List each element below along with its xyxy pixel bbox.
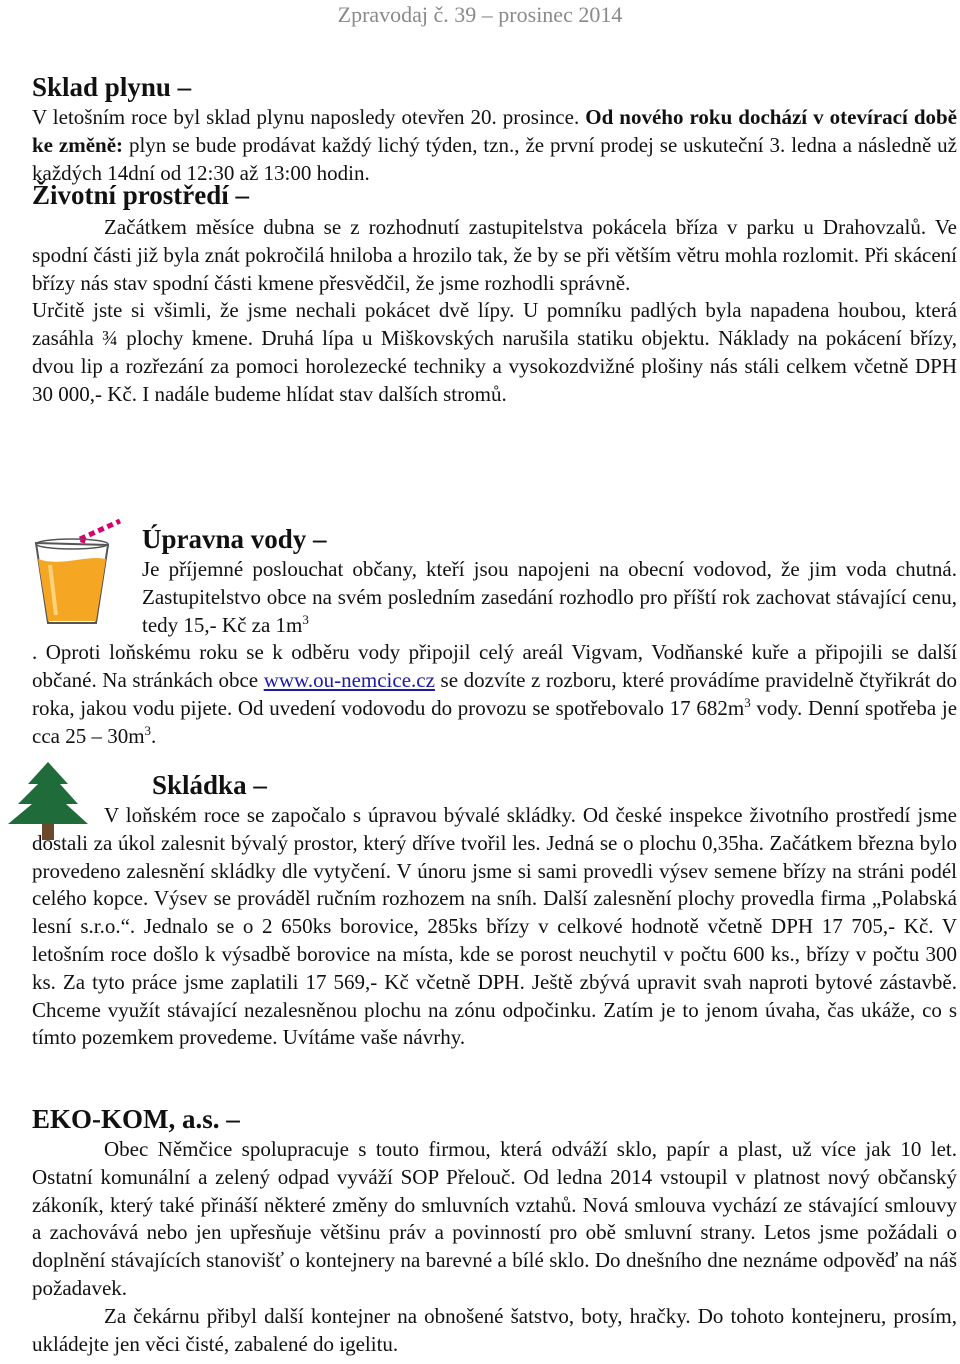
section-zivotni-prostredi	[32, 178, 957, 409]
paragraph-ekokom-2: Za čekárnu přibyl další kontejner na obnošené šatstvo, boty, hračky. Do tohoto kontejneru, prosím, ukládejte jen věci čisté, zabalené do igelitu.	[32, 1303, 957, 1356]
paragraph-upravna-vody	[32, 556, 957, 639]
link-ou-nemcice[interactable]: www.ou-nemcice.cz	[263, 667, 435, 692]
paragraph-ekokom-1: Obec Němčice spolupracuje s touto firmou, která odváží sklo, papír a plast, už více jak 10 let. Ostatní komunální a zelený odpad vyváží SOP Přelouč. Od ledna 2014 vstoupil v platnost nový občanský zákoník, který také přináší některé změny do smluvních vztahů. Nová smlouva vychází ze stávající smlouvy a zachovává nebo jen upřesňuje většinu práv a povinností pro obě smluvní strany. Letos jsme požádali o doplnění stávajících stanovišť o kontejnery na barevné a bílé sklo. Do dnešního dne neznáme odpověď na náš požadavek.	[32, 1137, 957, 1300]
paragraph-skladka: V loňském roce se započalo s úpravou bývalé skládky. Od české inspekce životního prostředí jsme dostali za úkol zalesnit bývalý prostor, který dříve tvořil les. Jedná se o plochu 0,35ha. Začátkem března bylo provedeno zalesnění skládky dle vytyčení. V únoru jsme si sami provedli výsev semene břízy na stráni podél celého kopce. Výsev se prováděl ručním rozhozem na sníh. Další zalesnění plochy provedla firma „Polabská lesní s.r.o.“. Jednalo se o 2 650ks borovice, 285ks břízy v celkové hodnotě včetně DPH 17 705,- Kč. V letošním roce došlo k výsadbě borovice na místa, kde se porost neuchytil v počtu 600 ks., břízy v počtu 300 ks. Za tyto práce jsme zaplatili 17 569,- Kč včetně DPH. Ještě zbývá upravit svah naproti bytové zástavbě. Chceme využít stávající nezalesněnou plochu na zónu odpočinku. Zatím je to jenom úvaha, čas ukáže, co s tímto pozemkem provedeme. Uvítáme vaše návrhy.	[32, 803, 957, 1050]
upravna-text-a: Je příjemné poslouchat občany, kteří jsou napojeni na obecní vodovod, že jim voda chutná. Zastupitelstvo obce na svém posledním zasedání rozhodlo pro příští rok zachovat stávající cenu, tedy 15,- Kč za 1m	[142, 557, 957, 637]
upravna-text-e: .	[151, 723, 157, 748]
section-sklad-plynu	[32, 70, 957, 187]
paragraph-sklad-plynu	[32, 104, 957, 187]
upravna-sup-1: 3	[302, 611, 309, 627]
section-ekokom	[32, 1102, 957, 1358]
heading-sklad-plynu: Sklad plynu –	[32, 72, 192, 102]
paragraph-zivotni-1: Začátkem měsíce dubna se z rozhodnutí zastupitelstva pokácela bříza v parku u Drahovzalů. Ve spodní části již byla znát pokročilá hniloba a hrozilo tak, že by se při větším větru mohla rozlomit. Při skácení břízy nás stav spodní části kmene přesvědčil, že jsme rozhodli správně.	[32, 215, 957, 295]
upravna-text-d: vody. Denní spotřeba je cca 25 – 30m	[32, 695, 958, 748]
upravna-text-c: se dozvíte z rozboru, které provádíme pravidelně čtyřikrát do roka, jakou vodu pijete. Od uvedení vodovodu do provozu se spotřebovalo 17 682m	[32, 667, 958, 720]
upravna-sup-3: 3	[144, 722, 152, 738]
sklad-plynu-start: V letošním roce byl sklad plynu naposledy otevřen 20. prosince.	[32, 105, 580, 129]
upravna-sup-2: 3	[744, 694, 751, 710]
paragraph-upravna-continued	[32, 639, 957, 750]
section-upravna-vody	[32, 520, 957, 750]
page-header: Zpravodaj č. 39 – prosinec 2014	[337, 2, 623, 27]
paragraph-zivotni-2: Určitě jste si všimli, že jsme nechali pokácet dvě lípy. U pomníku padlých byla napadena houbou, která zasáhla ¾ plochy kmene. Druhá lípa u Miškovských narušila statiku objektu. Náklady na pokácení břízy, dvou lip a rozřezání za pomoci horolezecké techniky a vysokozdvižné plošiny nás stáli celkem včetně DPH 30 000,- Kč. I nadále budeme hlídat stav dalších stromů.	[32, 298, 957, 406]
heading-ekokom: EKO-KOM, a.s. –	[32, 1104, 240, 1134]
sklad-plynu-text-1	[32, 105, 585, 129]
sklad-plynu-bold: Od nového roku dochází v otevírací době ke změně:	[32, 105, 957, 157]
sklad-plynu-end: plyn se bude prodávat každý lichý týden, tzn., že první prodej se uskuteční 3. ledna a následně už každých 14dní od 12:30 až 13:00 hodin.	[32, 132, 957, 185]
upravna-text-b: . Oproti loňskému roku se k odběru vody připojil celý areál Vigvam, Vodňanské kuře a připojili se další občané. Na stránkách obce	[32, 640, 957, 692]
heading-upravna-vody: Úpravna vody –	[142, 524, 327, 554]
heading-zivotni-prostredi: Životní prostředí –	[32, 180, 250, 210]
section-skladka	[32, 768, 957, 1052]
heading-skladka: Skládka –	[152, 770, 267, 800]
